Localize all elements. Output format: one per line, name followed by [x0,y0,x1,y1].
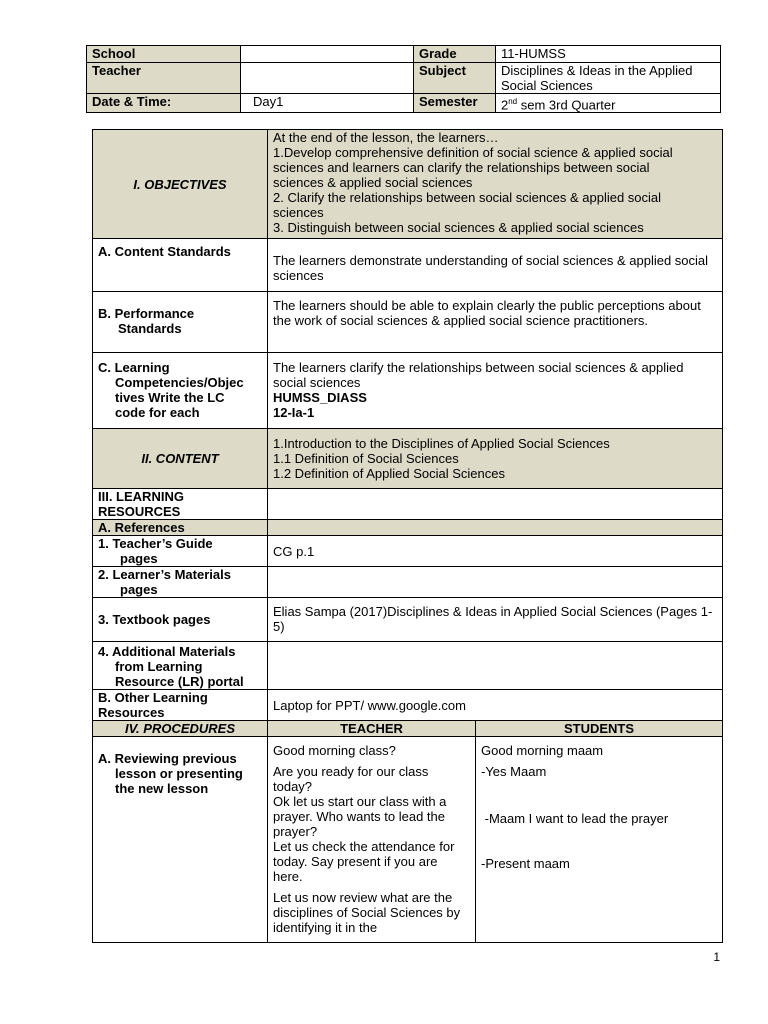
date-label: Date & Time: [87,94,241,113]
teacher-column-header: TEACHER [268,721,476,737]
subject-value [496,63,721,94]
student-line: -Maam I want to lead the prayer [481,811,669,826]
objectives-line: sciences and learners can clarify the relationships between social [273,160,650,175]
references-value [268,520,723,536]
textbook-pages-label: 3. Textbook pages [93,598,268,642]
content-line: 1.1 Definition of Social Sciences [273,451,459,466]
subject-value-line-1: Disciplines & Ideas in the Applied [501,63,693,78]
header-table [86,45,721,113]
objectives-line: 1.Develop comprehensive definition of social science & applied social [273,145,673,160]
objectives-line: 2. Clarify the relationships between social sciences & applied social [273,190,662,205]
teacher-line: Let us now review what are the disciplines of Social Sciences by identifying it in the [273,890,461,935]
learners-materials-label [93,567,268,598]
competencies-label [93,353,268,429]
content-text [268,429,723,489]
content-line: 1.2 Definition of Applied Social Sciences [273,466,505,481]
additional-materials-line-1: 4. Additional Materials [98,644,236,659]
subject-label: Subject [414,63,496,94]
student-line: Good morning maam [481,743,604,758]
performance-standards-text: The learners should be able to explain clearly the public perceptions about the work of social sciences & applied social science practitioners. [268,292,723,353]
learners-materials-line-2: pages [120,582,158,597]
teacher-value [241,63,414,94]
teacher-line: Ok let us start our class with a prayer. Who wants to lead the prayer? [273,794,447,839]
student-line: -Present maam [481,856,570,871]
competencies-code-2: 12-Ia-1 [273,405,315,420]
date-value: Day1 [241,94,414,113]
objectives-line: At the end of the lesson, the learners… [273,130,499,145]
learning-resources-value [268,489,723,520]
additional-materials-line-2: from Learning [115,659,203,674]
other-resources-line-2: Resources [98,705,165,720]
competencies-code-1: HUMSS_DIASS [273,390,367,405]
content-standards-label: A. Content Standards [93,239,268,292]
student-line: -Yes Maam [481,764,547,779]
learning-resources-label [93,489,268,520]
performance-standards-label [93,292,268,353]
students-column-header: STUDENTS [476,721,723,737]
teachers-guide-line-2: pages [120,551,158,566]
objectives-text [268,130,723,239]
review-lesson-line-2: lesson or presenting [115,766,243,781]
review-lesson-line-1: A. Reviewing previous [98,751,237,766]
semester-value [496,94,721,113]
teacher-line: Good morning class? [273,743,396,758]
objectives-line: 3. Distinguish between social sciences & applied social sciences [273,220,644,235]
lesson-plan-table [92,129,723,943]
teachers-guide-label [93,536,268,567]
teachers-guide-value: CG p.1 [268,536,723,567]
grade-label: Grade [414,46,496,63]
teachers-guide-line-1: 1. Teacher’s Guide [98,536,213,551]
additional-materials-label [93,642,268,690]
semester-rest: sem 3rd Quarter [517,97,616,113]
additional-materials-value [268,642,723,690]
semester-sup: nd [508,97,518,106]
learners-materials-value [268,567,723,598]
learning-resources-line-2: RESOURCES [98,504,181,519]
semester-label: Semester [414,94,496,113]
competencies-label-line-1: C. Learning [98,360,170,375]
additional-materials-line-3: Resource (LR) portal [115,674,244,689]
teacher-label: Teacher [87,63,241,94]
other-resources-value: Laptop for PPT/ www.google.com [268,690,723,721]
procedures-label: IV. PROCEDURES [93,721,268,737]
competencies-text [268,353,723,429]
learners-materials-line-1: 2. Learner’s Materials [98,567,231,582]
content-line: 1.Introduction to the Disciplines of Applied Social Sciences [273,436,610,451]
content-standards-text: The learners demonstrate understanding of social sciences & applied social sciences [268,239,723,292]
performance-label-line-2: Standards [118,321,182,336]
references-label: A. References [93,520,268,536]
teacher-dialogue [268,737,476,943]
performance-label-line-1: B. Performance [98,306,195,321]
textbook-pages-value: Elias Sampa (2017)Disciplines & Ideas in Applied Social Sciences (Pages 1-5) [268,598,723,642]
review-lesson-label [93,737,268,943]
subject-value-line-2: Social Sciences [501,78,593,93]
semester-num: 2 [501,97,509,113]
other-resources-line-1: B. Other Learning [98,690,208,705]
teacher-line: Let us check the attendance for today. Say present if you are here. [273,839,455,884]
objectives-line: sciences & applied social sciences [273,175,473,190]
objectives-line: sciences [273,205,324,220]
competencies-label-line-3: tives Write the LC [115,390,225,405]
competencies-label-line-4: code for each [115,405,200,420]
teacher-line: Are you ready for our class today? [273,764,429,794]
learning-resources-line-1: III. LEARNING [98,489,184,504]
other-resources-label [93,690,268,721]
content-label: II. CONTENT [93,429,268,489]
school-value [241,46,414,63]
competencies-label-line-2: Competencies/Objec [115,375,244,390]
grade-value: 11-HUMSS [496,46,721,63]
school-label: School [87,46,241,63]
page-number: 1 [713,950,720,964]
review-lesson-line-3: the new lesson [115,781,209,796]
competencies-description: The learners clarify the relationships between social sciences & applied social sciences [273,360,684,390]
objectives-label: I. OBJECTIVES [93,130,268,239]
students-dialogue [476,737,723,943]
